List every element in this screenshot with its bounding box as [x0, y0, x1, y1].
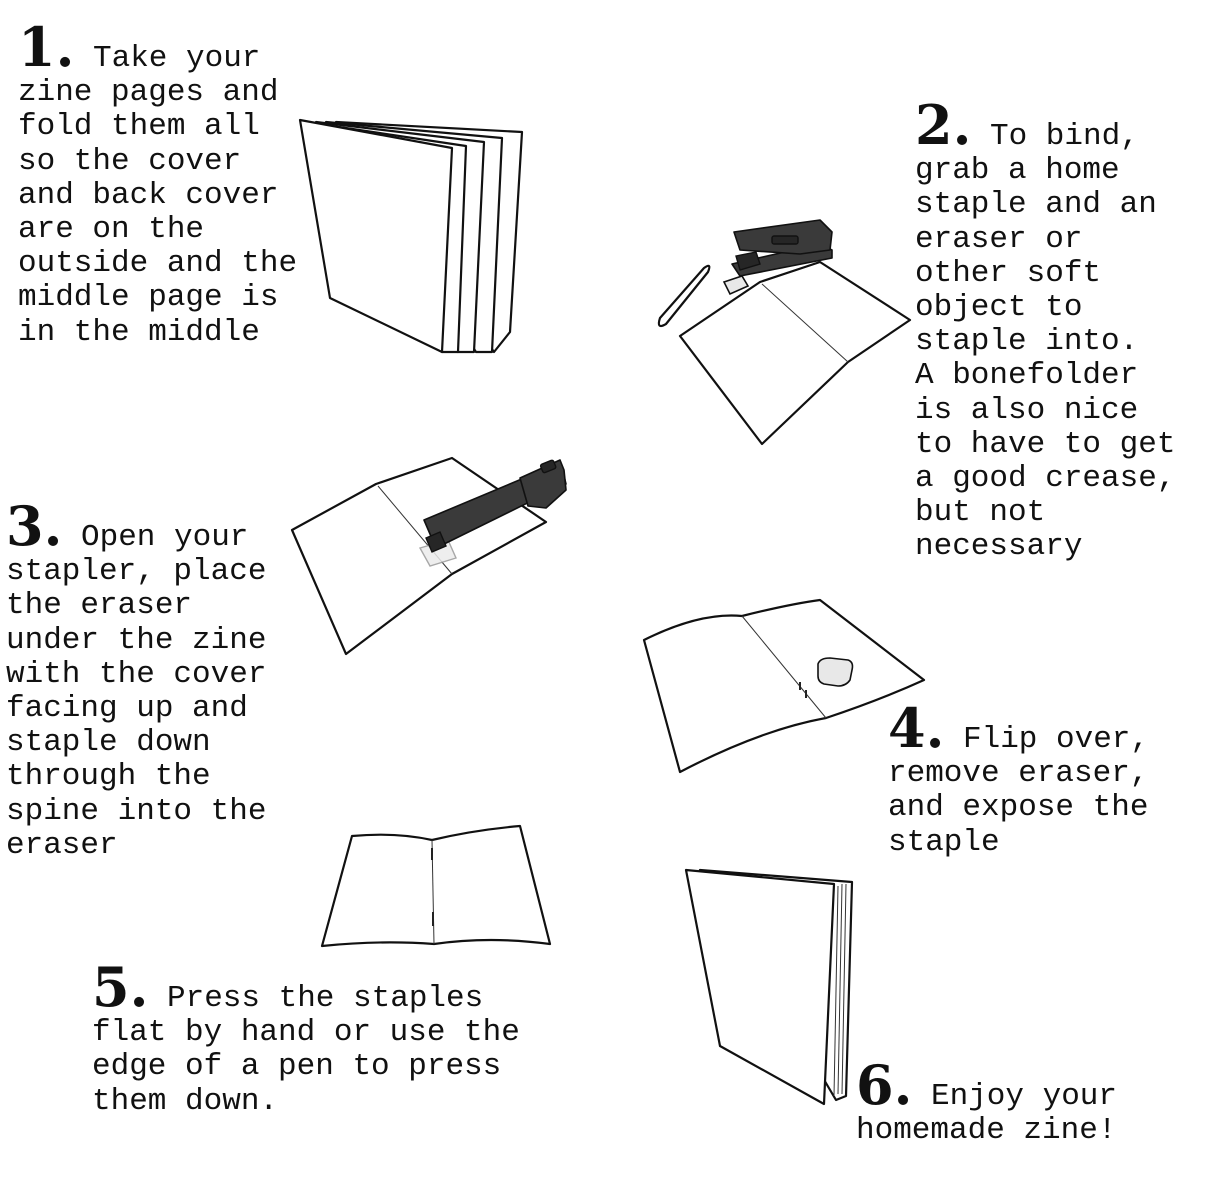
step-2-line: is also nice — [915, 392, 1139, 428]
step-1-line: and back cover — [18, 177, 279, 213]
step-3-number: 3. — [6, 494, 63, 558]
step-3-line: spine into the — [6, 793, 267, 829]
step-3-line: under the zine — [6, 622, 267, 658]
step-6-number: 6. — [856, 1053, 913, 1117]
step-5-line: flat by hand or use the — [92, 1015, 520, 1051]
step-6-line: Enjoy your — [930, 1079, 1118, 1114]
step-5-line: edge of a pen to press — [92, 1049, 502, 1085]
step-1-line: middle page is — [18, 280, 279, 316]
step-4-line: staple — [888, 824, 1000, 860]
finished-zine-icon — [686, 870, 852, 1104]
flipped-zine-eraser-icon — [644, 600, 924, 772]
step-3-line: facing up and — [6, 691, 248, 727]
step-5-number: 5. — [92, 955, 149, 1019]
step-5-line: them down. — [92, 1083, 279, 1119]
step-1-line: Take your — [92, 41, 261, 76]
stapler-eraser-bonefolder-icon — [659, 220, 910, 444]
step-3-line: stapler, place — [6, 554, 267, 590]
step-1-line: outside and the — [18, 246, 298, 282]
step-6-line: homemade zine! — [856, 1113, 1117, 1149]
step-2-line: necessary — [915, 529, 1083, 565]
step-2-line: object to — [915, 290, 1083, 326]
step-4-line: remove eraser, — [888, 756, 1149, 792]
step-4-number: 4. — [888, 696, 945, 760]
step-4-line: Flip over, — [962, 722, 1150, 757]
step-3-line: Open your — [80, 520, 249, 555]
step-2-number: 2. — [915, 93, 972, 157]
step-1-line: in the middle — [18, 314, 260, 350]
step-2-line: staple into. — [915, 324, 1139, 360]
step-3-line: through the — [6, 759, 211, 795]
step-2-line: eraser or — [915, 221, 1083, 257]
folded-pages-icon — [300, 120, 522, 352]
step-3-line: eraser — [6, 827, 118, 863]
step-4-line: and expose the — [888, 790, 1149, 826]
step-5-line: Press the staples — [166, 981, 484, 1016]
step-2-line: grab a home — [915, 153, 1120, 189]
step-3-line: staple down — [6, 725, 211, 761]
step-1-line: are on the — [18, 212, 205, 248]
step-2-line: other soft — [915, 255, 1102, 291]
step-1-line: so the cover — [18, 143, 242, 179]
step-2-line: To bind, — [989, 119, 1139, 154]
step-3-line: the eraser — [6, 588, 193, 624]
step-2-line: a good crease, — [915, 461, 1176, 497]
stapling-zine-icon — [292, 458, 566, 654]
step-1-line: fold them all — [18, 109, 260, 145]
step-1-number: 1. — [18, 15, 75, 79]
step-2-line: to have to get — [915, 426, 1176, 462]
step-2-line: but not — [915, 495, 1046, 531]
step-2-line: A bonefolder — [915, 358, 1139, 394]
step-1-line: zine pages and — [18, 75, 279, 111]
open-zine-staples-icon — [322, 826, 550, 946]
step-2-line: staple and an — [915, 187, 1157, 223]
step-3-line: with the cover — [6, 656, 267, 692]
